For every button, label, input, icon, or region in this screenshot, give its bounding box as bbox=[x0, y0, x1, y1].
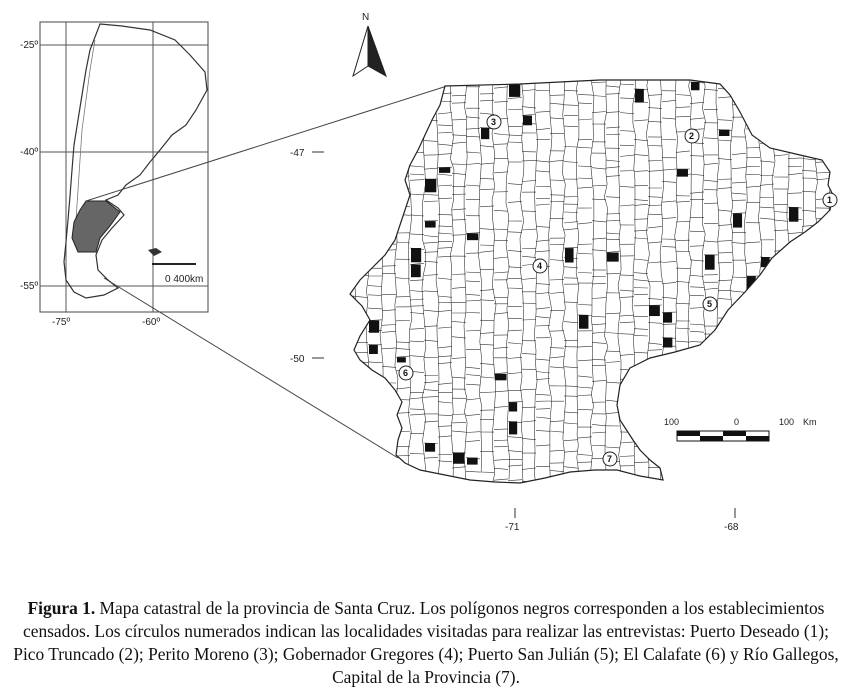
locality-marker-5 bbox=[703, 297, 717, 311]
svg-text:7: 7 bbox=[607, 454, 613, 464]
inset-map bbox=[20, 22, 208, 328]
svg-text:3: 3 bbox=[491, 117, 497, 127]
svg-text:4: 4 bbox=[537, 261, 543, 271]
scale-label-zero: 0 bbox=[734, 417, 740, 427]
caption-label: Figura 1. bbox=[27, 598, 96, 618]
main-lat-label-50: -50 bbox=[290, 354, 305, 365]
north-arrow-right bbox=[368, 26, 386, 76]
main-lon-label-68: -68 bbox=[724, 522, 739, 533]
svg-text:2: 2 bbox=[689, 131, 695, 141]
north-arrow bbox=[353, 12, 386, 76]
locality-marker-4 bbox=[533, 259, 547, 273]
falkland-islands bbox=[148, 248, 162, 256]
andes-line bbox=[76, 40, 95, 220]
scale-label-unit: Km bbox=[803, 417, 817, 427]
province-map bbox=[338, 70, 844, 524]
caption-text: Mapa catastral de la provincia de Santa Cruz. Los polígonos negros corresponden a los establecimientos censados. Los círculos numerados indican las localidades visitadas para realizar las entrevistas: Puerto Deseado (1); Pico Truncado (2); Perito Moreno (3); Gobernador Gregores (4); Puerto San Julián (5); El Calafate (6) y Río Gallegos, Capital de la Provincia (7). bbox=[13, 598, 839, 687]
inset-lat-label-40: -40º bbox=[20, 147, 39, 158]
locality-marker-6 bbox=[399, 366, 413, 380]
south-america-outline bbox=[64, 24, 207, 298]
locality-marker-3 bbox=[487, 115, 501, 129]
svg-text:5: 5 bbox=[707, 299, 713, 309]
figure-caption bbox=[10, 597, 842, 689]
main-lat-label-47: -47 bbox=[290, 148, 305, 159]
locality-marker-7 bbox=[603, 452, 617, 466]
inset-scale-label: 0 400km bbox=[165, 274, 204, 285]
north-label: N bbox=[362, 12, 370, 23]
scale-label-left: 100 bbox=[664, 417, 680, 427]
svg-text:6: 6 bbox=[403, 368, 409, 378]
main-lon-label-71: -71 bbox=[505, 522, 520, 533]
main-scale-bar bbox=[664, 417, 817, 441]
inset-lon-label-75: -75º bbox=[52, 317, 71, 328]
inset-lat-label-25: -25º bbox=[20, 40, 39, 51]
svg-text:1: 1 bbox=[827, 195, 833, 205]
inset-lat-label-55: -55º bbox=[20, 281, 39, 292]
inset-lon-label-60: -60º bbox=[142, 317, 161, 328]
connector-line-bottom bbox=[104, 278, 398, 458]
scale-label-right: 100 bbox=[779, 417, 795, 427]
connector-line-top bbox=[86, 86, 447, 201]
north-arrow-left bbox=[353, 26, 368, 76]
locality-marker-1 bbox=[823, 193, 837, 207]
locality-marker-2 bbox=[685, 129, 699, 143]
